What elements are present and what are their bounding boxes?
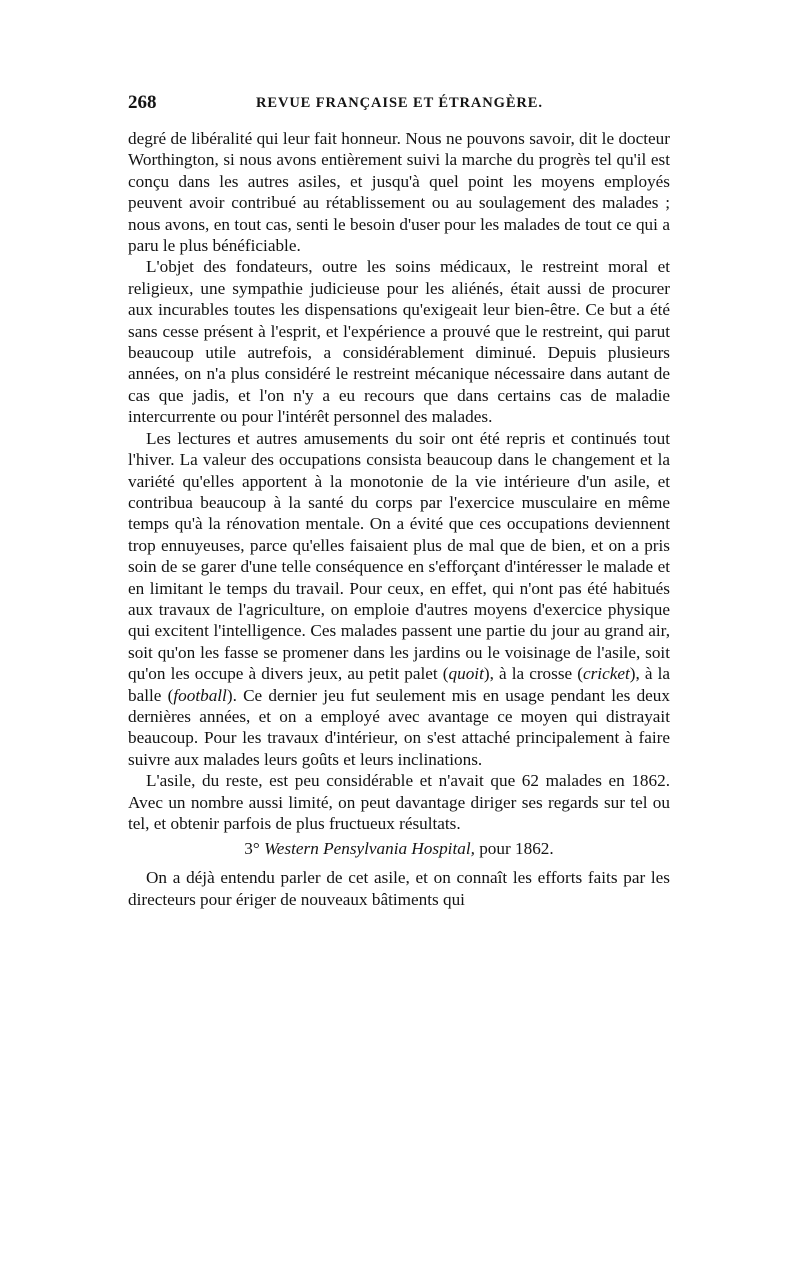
paragraph-3-text-c: ), à la balle (	[128, 664, 670, 705]
term-cricket: cricket	[582, 664, 630, 684]
paragraph-1: degré de libéralité qui leur fait honneur. Nous ne pouvons savoir, dit le docteur Worthington, si nous avons entièrement suivi la marche du progrès tel qu'il est conçu dans les autres asiles, et jusqu'à quel point les moyens employés peuvent avoir contribué au rétablissement ou au soulagement des malades ; nous avons, en tout cas, senti le besoin d'user pour les malades de tout ce qui a paru le plus bénéficiable.	[128, 129, 670, 256]
paragraph-3-text-a: Les lectures et autres amusements du soir ont été repris et continués tout l'hiver. La valeur des occupations consista beaucoup dans le changement et la variété qu'elles apportent à la monotonie de la vie intérieure d'un asile, et contribua beaucoup à la santé du corps par l'exercice musculaire en même temps qu'à la rénovation mentale. On a évité que ces occupations deviennent trop ennuyeuses, parce qu'elles faisaient plus de mal que de bien, et on a pris soin de se garer d'une telle conséquence en s'efforçant d'intéresser le malade et en limitant le temps du travail. Pour ceux, en effet, qui n'ont pas été habitués aux travaux de l'agriculture, on emploie d'autres moyens d'exercice physique qui excitent l'intelligence. Ces malades passent une partie du jour au grand air, soit qu'on les fasse se promener dans les jardins ou le voisinage de l'asile, soit qu'on les occupe à divers jeux, au petit palet (	[128, 428, 670, 684]
section-heading	[128, 837, 670, 861]
book-page	[128, 92, 670, 910]
paragraph-3-text-d: ). Ce dernier jeu fut seulement mis en usage pendant les deux dernières années, et on a employé avec avantage ce moyen qui distrayait beaucoup. Pour les travaux d'intérieur, on s'est attaché principalement à faire suivre aux malades leurs goûts et leurs inclinations.	[128, 685, 670, 769]
section-year: pour 1862.	[479, 839, 554, 859]
page-number: 268	[128, 92, 157, 113]
section-number: 3°	[244, 839, 260, 859]
running-title: REVUE FRANÇAISE ET ÉTRANGÈRE.	[256, 95, 543, 111]
paragraph-5: On a déjà entendu parler de cet asile, et on connaît les efforts faits par les directeurs pour ériger de nouveaux bâtiments qui	[128, 868, 670, 909]
section-title: Western Pensylvania Hospital,	[264, 839, 475, 859]
body-text	[128, 128, 670, 910]
paragraph-3	[128, 428, 670, 771]
paragraph-4: L'asile, du reste, est peu considérable et n'avait que 62 malades en 1862. Avec un nombre aussi limité, on peut davantage diriger ses regards sur tel ou tel, et obtenir parfois de plus fructueux résultats.	[128, 771, 670, 833]
term-quoit: quoit	[448, 664, 484, 684]
paragraph-2: L'objet des fondateurs, outre les soins médicaux, le restreint moral et religieux, une sympathie judicieuse pour les aliénés, était aussi de procurer aux incurables toutes les dispensations qu'exigeait leur bien-être. Ce but a été sans cesse présent à l'esprit, et l'expérience a prouvé que le restreint, qui parut beaucoup utile autrefois, a considérablement diminué. Depuis plusieurs années, on n'a plus considéré le restreint mécanique nécessaire dans autant de cas que jadis, et l'on n'y a eu recours que dans certains cas de maladie intercurrente ou pour l'intérêt personnel des malades.	[128, 257, 670, 427]
paragraph-3-text-b: ), à la crosse (	[483, 664, 583, 684]
running-head	[128, 92, 670, 118]
term-football: football	[173, 685, 227, 705]
